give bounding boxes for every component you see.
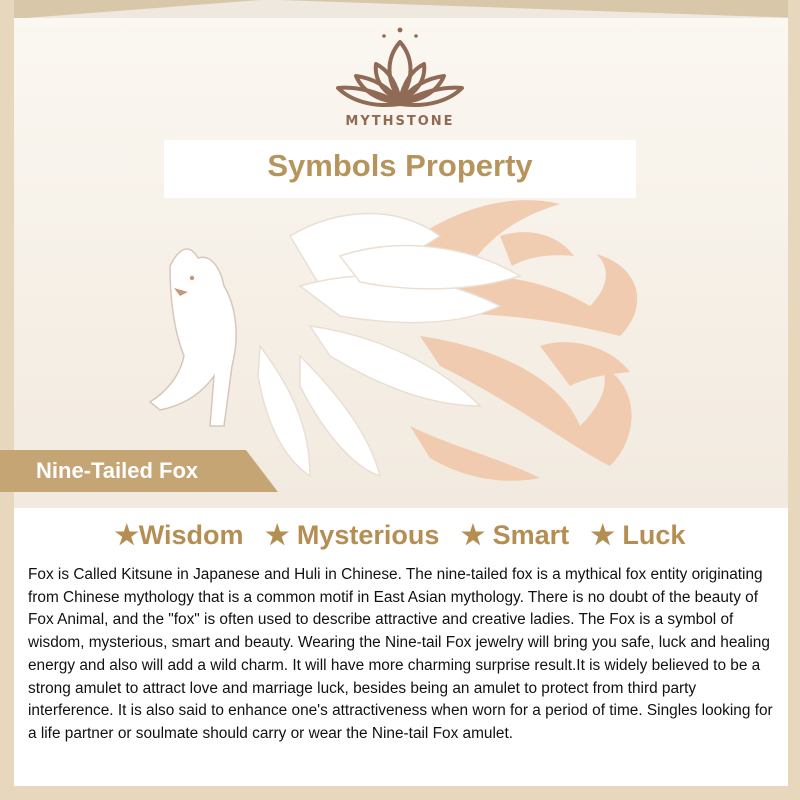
left-frame xyxy=(0,0,14,800)
page-title: Symbols Property xyxy=(267,148,533,183)
property-mysterious xyxy=(265,520,439,550)
property-luck xyxy=(591,520,686,550)
brand-name: MYTHSTONE xyxy=(345,114,455,129)
top-right-accent xyxy=(280,0,800,18)
star-icon: ★ xyxy=(114,520,139,550)
star-icon: ★ xyxy=(590,520,615,550)
divider xyxy=(14,508,788,518)
property-smart xyxy=(461,520,569,550)
bottom-frame xyxy=(0,786,800,800)
properties-row xyxy=(0,520,800,551)
description-text: Fox is Called Kitsune in Japanese and Huli in Chinese. The nine-tailed fox is a mythical fox entity originating from Chinese mythology that is a common motif in East Asian mythology. There is no doubt of the beauty of Fox Animal, and the "fox" is often used to describe attractive and creative ladies. The Fox is a symbol of wisdom, mysterious, smart and beauty. Wearing the Nine-tail Fox jewelry will bring you safe, luck and healing energy and also will add a wild charm. It will have more charming surprise result.It is widely believed to be a strong amulet to attract love and marriage luck, besides being an amulet to protect from third party interference. It is also said to enhance one's attractiveness when worn for a period of time. Singles looking for a life partner or soulmate should carry or wear the Nine-tail Fox amulet. xyxy=(28,566,773,742)
top-left-accent xyxy=(0,0,260,20)
tag-label: Nine-Tailed Fox xyxy=(36,458,199,483)
property-label: Mysterious xyxy=(296,520,440,550)
property-label: Luck xyxy=(622,520,686,550)
right-frame xyxy=(788,0,800,800)
star-icon: ★ xyxy=(265,520,290,550)
property-label: Wisdom xyxy=(138,520,244,550)
property-label: Smart xyxy=(492,520,570,550)
property-wisdom xyxy=(115,520,244,550)
star-icon: ★ xyxy=(460,520,486,550)
